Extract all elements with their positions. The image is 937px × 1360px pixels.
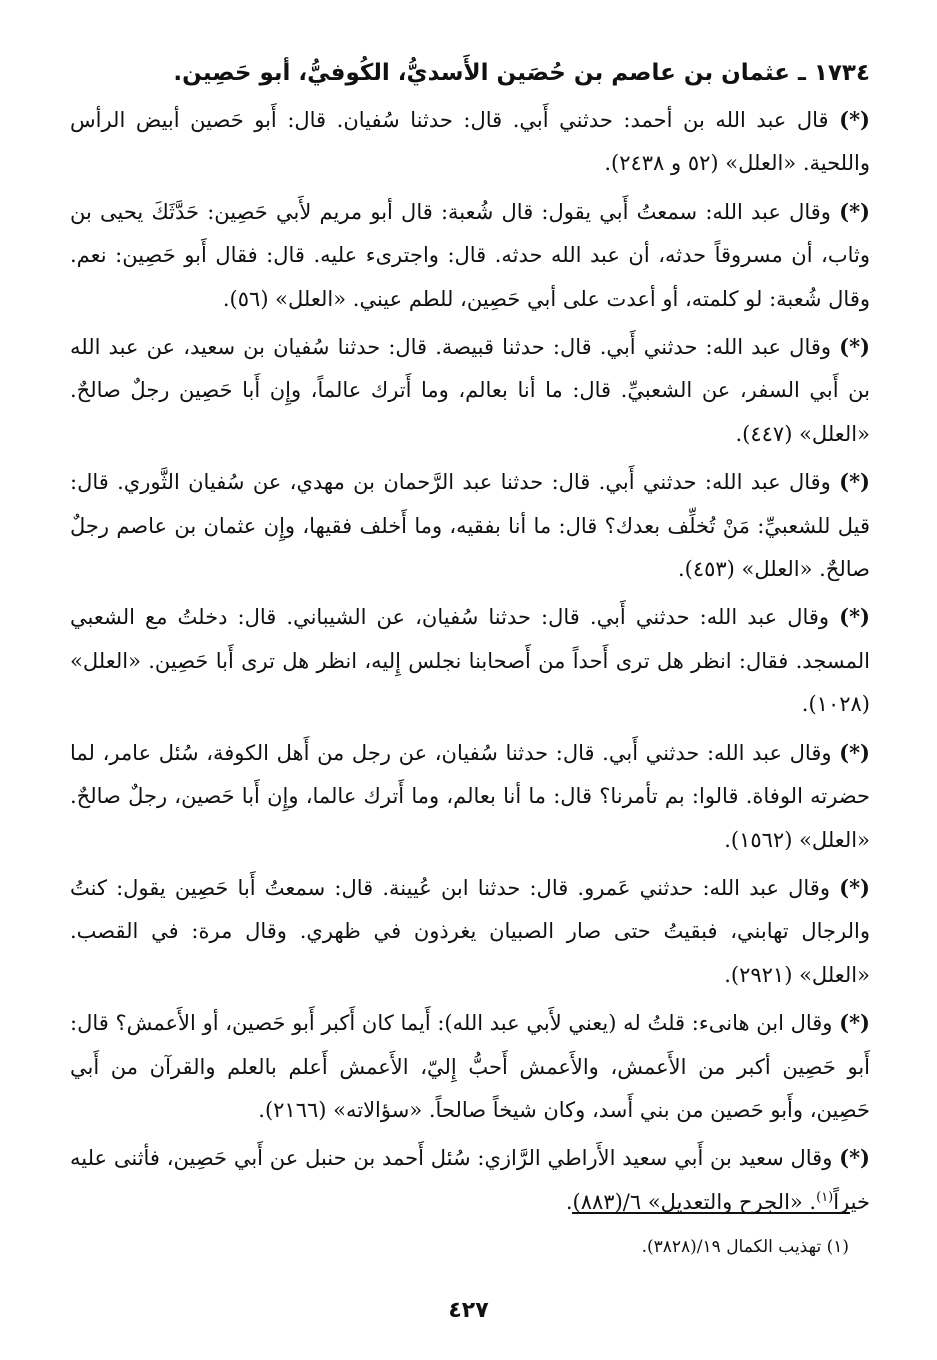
asterisk-marker: (*) — [839, 1010, 870, 1036]
asterisk-marker: (*) — [839, 739, 870, 765]
paragraph-6 — [70, 731, 870, 862]
paragraph-text: وقال عبد الله: حدثني عَمرو. قال: حدثنا ابن عُيينة. قال: سمعتُ أَبا حَصِين يقول: كنتُ والرجال تهابني، فبقيتُ حتى صار الصبيان يغرذون في ظهري. وقال مرة: في القصب. «العلل» (٢٩٢١). — [70, 875, 870, 987]
paragraph-text: وقال عبد الله: حدثني أَبي. قال: حدثنا عبد الرَّحمان بن مهدي، عن سُفيان الثَّوري. قال: قيل للشعبيِّ: مَنْ تُخلِّف بعدك؟ قال: ما أنا بفقيه، وما أَخلف فقيها، وإِن عثمان بن عاصم رجلٌ صالحٌ. «العلل» (٤٥٣). — [70, 470, 870, 582]
paragraph-text: . «الجرح والتعديل» ٦/(٨٨٣). — [565, 1189, 817, 1214]
asterisk-marker: (*) — [839, 198, 870, 224]
paragraph-1 — [70, 98, 870, 186]
asterisk-marker: (*) — [839, 604, 870, 630]
asterisk-marker: (*) — [839, 1145, 870, 1171]
paragraph-5 — [70, 595, 870, 726]
page-number: ٤٢٧ — [448, 1298, 489, 1323]
paragraph-9 — [70, 1136, 870, 1224]
paragraph-text: قال عبد الله بن أحمد: حدثني أَبي. قال: حدثنا سُفيان. قال: أَبو حَصين أبيض الرأس واللحية. «العلل» (٥٢ و ٢٤٣٨). — [70, 108, 870, 176]
paragraph-text: وقال عبد الله: حدثني أَبي. قال: حدثنا سُفيان، عن رجل من أَهل الكوفة، سُئل عامر، لما حضرته الوفاة. قالوا: بم تأمرنا؟ قال: ما أنا بعالم، وما أَترك عالما، وإِن أَبا حَصين، رجلٌ صالحٌ. «العلل» (١٥٦٢). — [70, 740, 870, 852]
paragraph-text: وقال عبد الله: سمعتُ أَبي يقول: قال شُعبة: قال أبو مريم لأَبي حَصِين: حَدَّثَكَ يحيى بن وثاب، أن مسروقاً حدثه، أن عبد الله حدثه. قال: واجترىء عليه. قال: فقال أَبو حَصِين: نعم. وقال شُعبة: لو كلمته، أو أعدت على أبي حَصِين، للطم عيني. «العلل» (٥٦). — [70, 199, 870, 311]
paragraph-4 — [70, 460, 870, 591]
asterisk-marker: (*) — [839, 469, 870, 495]
document-body — [70, 52, 870, 1228]
paragraph-7 — [70, 866, 870, 997]
asterisk-marker: (*) — [839, 334, 870, 360]
paragraph-text: وقال عبد الله: حدثني أَبي. قال: حدثنا سُفيان، عن الشيباني. قال: دخلتُ مع الشعبي المسجد. فقال: انظر هل ترى أَحداً من أَصحابنا نجلس إِليه، انظر هل ترى أَبا حَصِين. «العلل» (١٠٢٨). — [70, 605, 870, 717]
paragraph-3 — [70, 325, 870, 456]
entry-heading: ١٧٣٤ ـ عثمان بن عاصم بن حُصَين الأَسديُّ، الكُوفيُّ، أبو حَصِين. — [173, 60, 870, 86]
paragraph-2 — [70, 190, 870, 321]
footnote: (١) تهذيب الكمال ١٩/(٣٨٢٨). — [641, 1237, 849, 1257]
paragraph-8 — [70, 1001, 870, 1132]
paragraph-text: وقال ابن هانىء: قلتُ له (يعني لأَبي عبد الله): أَيما كان أَكبر أَبو حَصين، أو الأَعمش؟ قال: أَبو حَصِين أكبر من الأَعمش، والأَعمش أَحبُّ إِليّ، الأَعمش أَعلم بالعلم والقرآن من أَبي حَصِين، وأَبو حَصين من بني أَسد، وكان شيخاً صالحاً. «سؤالاته» (٢١٦٦). — [70, 1011, 870, 1122]
asterisk-marker: (*) — [839, 107, 870, 132]
paragraph-text: وقال عبد الله: حدثني أَبي. قال: حدثنا قبيصة. قال: حدثنا سُفيان بن سعيد، عن عبد الله بن أَبي السفر، عن الشعبيِّ. قال: ما أنا بعالم، وما أَترك عالماً، وإِن أَبا حَصِين رجلٌ صالحٌ. «العلل» (٤٤٧). — [70, 335, 870, 446]
footnote-divider — [572, 1212, 850, 1214]
footnote-reference[interactable]: (١) — [816, 1189, 834, 1205]
asterisk-marker: (*) — [839, 874, 870, 900]
paragraph-text: وقال سعيد بن أَبي سعيد الأَراطي الرَّازي: سُئل أَحمد بن حنبل عن أَبي حَصِين، فأثنى عليه خيراً — [70, 1146, 870, 1214]
